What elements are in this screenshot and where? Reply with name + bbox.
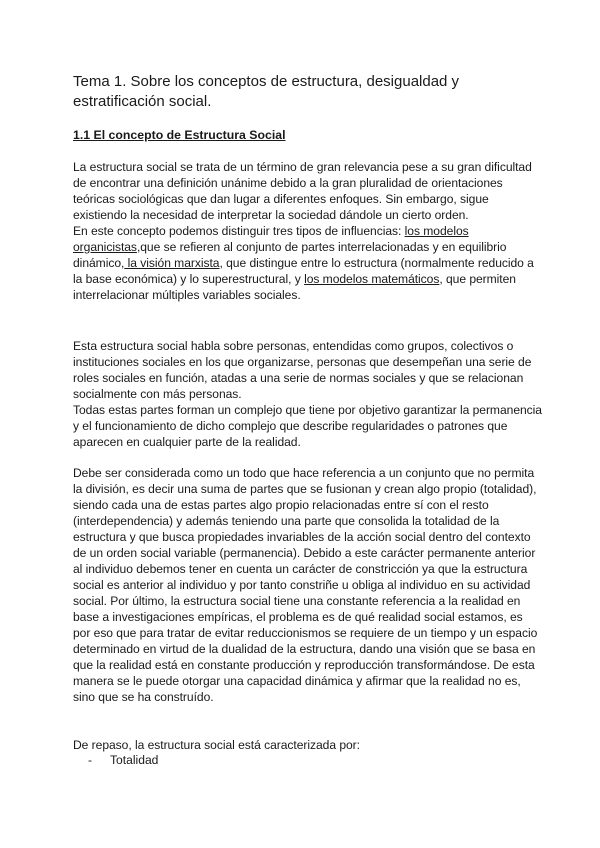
characteristics-list — [88, 752, 158, 768]
section-heading: 1.1 El concepto de Estructura Social — [73, 128, 286, 142]
paragraph-lead-text: En este concepto podemos distinguir tres tipos de influencias: — [73, 224, 405, 238]
link-modelos-matematicos[interactable]: los modelos matemáticos — [304, 272, 440, 286]
list-item — [88, 752, 158, 768]
list-item-label: Totalidad — [110, 753, 159, 767]
list-marker: - — [88, 753, 93, 767]
paragraph-structure-intro — [73, 159, 543, 303]
paragraph-personas — [73, 338, 543, 450]
link-vision-marxista[interactable]: la visión marxista — [124, 256, 220, 270]
paragraph-text: , que permiten interrelacionar múltiples variables sociales. — [73, 272, 516, 302]
document-title: Tema 1. Sobre los conceptos de estructura, desigualdad y estratificación social. — [73, 73, 460, 110]
link-modelos-organicistas[interactable]: los modelos organicistas — [73, 224, 469, 254]
paragraph-repaso: De repaso, la estructura social está caracterizada por: — [73, 738, 360, 752]
paragraph-text: , que distingue entre lo estructura (normalmente reducido a la base económica) y lo superestructural, y — [73, 256, 534, 286]
paragraph-personas-b: Todas estas partes forman un complejo que tiene por objetivo garantizar la permanencia y el funcionamiento de dicho complejo que describe regularidades o patrones que aparecen en cualquier parte de la realidad. — [73, 403, 542, 449]
paragraph-intro-text: La estructura social se trata de un término de gran relevancia pese a su gran dificultad de encontrar una definición unánime debido a la gran pluralidad de orientaciones teóricas sociológicas que dan lugar a diferentes enfoques. Sin embargo, sigue existiendo la necesidad de interpretar la sociedad dándole un cierto orden. — [73, 160, 532, 222]
paragraph-text: ,que se refieren al conjunto de partes interrelacionadas y en equilibrio dinámico, — [73, 240, 507, 270]
paragraph-personas-a: Esta estructura social habla sobre personas, entendidas como grupos, colectivos o instituciones sociales en los que organizarse, personas que desempeñan una serie de roles sociales en función, atadas a una serie de normas sociales y que se relacionan socialmente con más personas. — [73, 339, 532, 401]
paragraph-totalidad: Debe ser considerada como un todo que hace referencia a un conjunto que no permita la división, es decir una suma de partes que se fusionan y crean algo propio (totalidad), siendo cada una de estas partes algo propio relacionadas entre sí con el resto (interdependencia) y además teniendo una parte que consolida la totalidad de la estructura y que busca propiedades invariables de la acción social dentro del contexto de un orden social variable (permanencia). Debido a este carácter permanente anterior al individuo debemos tener en cuenta un carácter de constricción ya que la estructura social es anterior al individuo y por tanto constriñe u obliga al individuo en su actividad social. Por último, la estructura social tiene una constante referencia a la realidad en base a investigaciones empíricas, el problema es de qué realidad social estamos, es por eso que para tratar de evitar reduccionismos se requiere de un tiempo y un espacio determinado en virtud de la dualidad de la estructura, dando una visión que se basa en que la realidad está en constante producción y reproducción transformándose. De esta manera se le puede otorgar una capacidad dinámica y afirmar que la realidad no es, sino que se ha construído. — [73, 466, 538, 704]
